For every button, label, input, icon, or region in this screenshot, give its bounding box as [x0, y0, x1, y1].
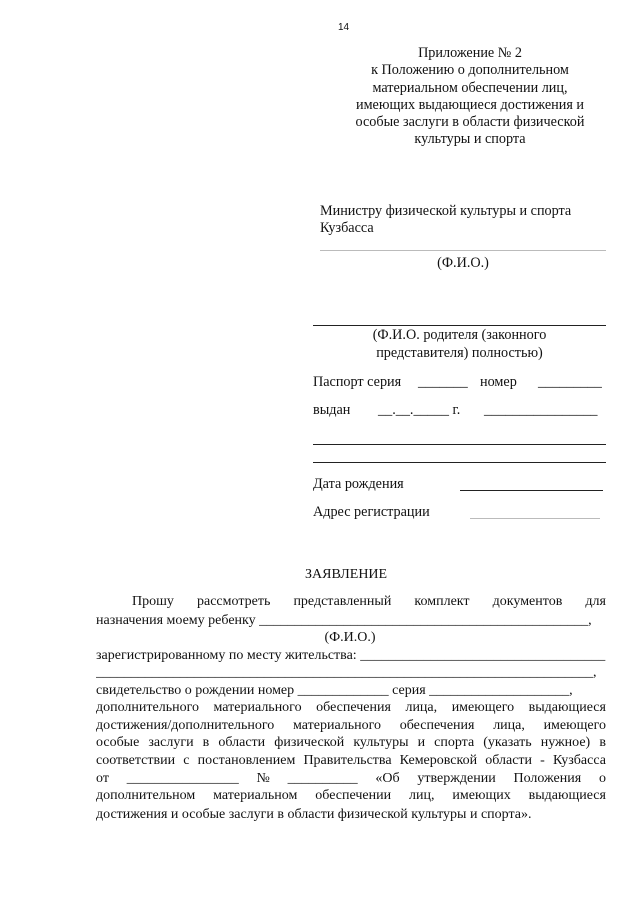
reg-address-label: Адрес регистрации — [313, 504, 430, 520]
passport-number-field[interactable]: _________ — [538, 374, 602, 390]
annex-line: Приложение № 2 — [418, 45, 522, 61]
passport-number-label: номер — [480, 374, 517, 390]
minister-name-line[interactable] — [320, 250, 606, 251]
annex-line: особые заслуги в области физической — [355, 114, 585, 131]
annex-heading — [330, 45, 610, 149]
addressee-line-2: Кузбасса — [320, 220, 374, 236]
statement-line-7: достижения/дополнительного материального обеспечения лица, имеющего — [96, 718, 606, 733]
child-fio-caption: (Ф.И.О.) — [324, 630, 376, 645]
statement-line-8: особые заслуги в области физической культуры и спорта (указать нужное) в — [96, 735, 606, 750]
birth-date-label: Дата рождения — [313, 476, 404, 492]
addressee-line-1: Министру физической культуры и спорта — [320, 203, 572, 219]
issued-by-line-2[interactable] — [313, 462, 606, 463]
passport-series-label: Паспорт серия — [313, 374, 402, 390]
issued-by-line-1[interactable] — [313, 444, 606, 445]
passport-series-field[interactable]: _______ — [418, 374, 468, 390]
statement-line-1: Прошу рассмотреть представленный комплект документов для — [132, 594, 606, 609]
annex-line: к Положению о дополнительном — [371, 62, 569, 79]
statement-line-4: _______________________________________________________________________, — [96, 665, 597, 680]
minister-fio-caption: (Ф.И.О.) — [437, 255, 489, 271]
reg-address-line[interactable] — [470, 518, 600, 519]
annex-line: материальном обеспечении лиц, — [372, 79, 568, 96]
annex-line: имеющих выдающиеся достижения и — [355, 96, 585, 113]
birth-date-line[interactable] — [460, 490, 603, 491]
statement-line-2: назначения моему ребенку _______________________________________________, — [96, 613, 592, 628]
statement-title: ЗАЯВЛЕНИЕ — [305, 567, 388, 582]
parent-caption-1: (Ф.И.О. родителя (законного — [372, 327, 547, 343]
issued-date-field[interactable]: __.__._____ г. — [378, 402, 461, 418]
statement-line-5: свидетельство о рождении номер _____________ серия ____________________, — [96, 683, 573, 698]
parent-caption-2: представителя) полностью) — [376, 345, 543, 361]
statement-line-12: достижения и особые заслуги в области физической культуры и спорта». — [96, 807, 532, 822]
page-number: 14 — [338, 22, 350, 33]
statement-line-3: зарегистрированному по месту жительства: ___________________________________ — [96, 648, 606, 663]
statement-line-10: от ________________ № __________ «Об утверждении Положения о — [96, 771, 606, 786]
statement-line-6: дополнительного материального обеспечения лица, имеющего выдающиеся — [96, 700, 606, 715]
parent-name-line[interactable] — [313, 325, 606, 326]
statement-line-11: дополнительном материальном обеспечении лиц, имеющих выдающиеся — [96, 788, 606, 803]
statement-line-9: соответствии с постановлением Правительства Кемеровской области - Кузбасса — [96, 753, 606, 768]
annex-line: культуры и спорта — [414, 131, 526, 148]
issued-by-field[interactable]: ________________ — [484, 402, 598, 418]
issued-label: выдан — [313, 402, 351, 418]
